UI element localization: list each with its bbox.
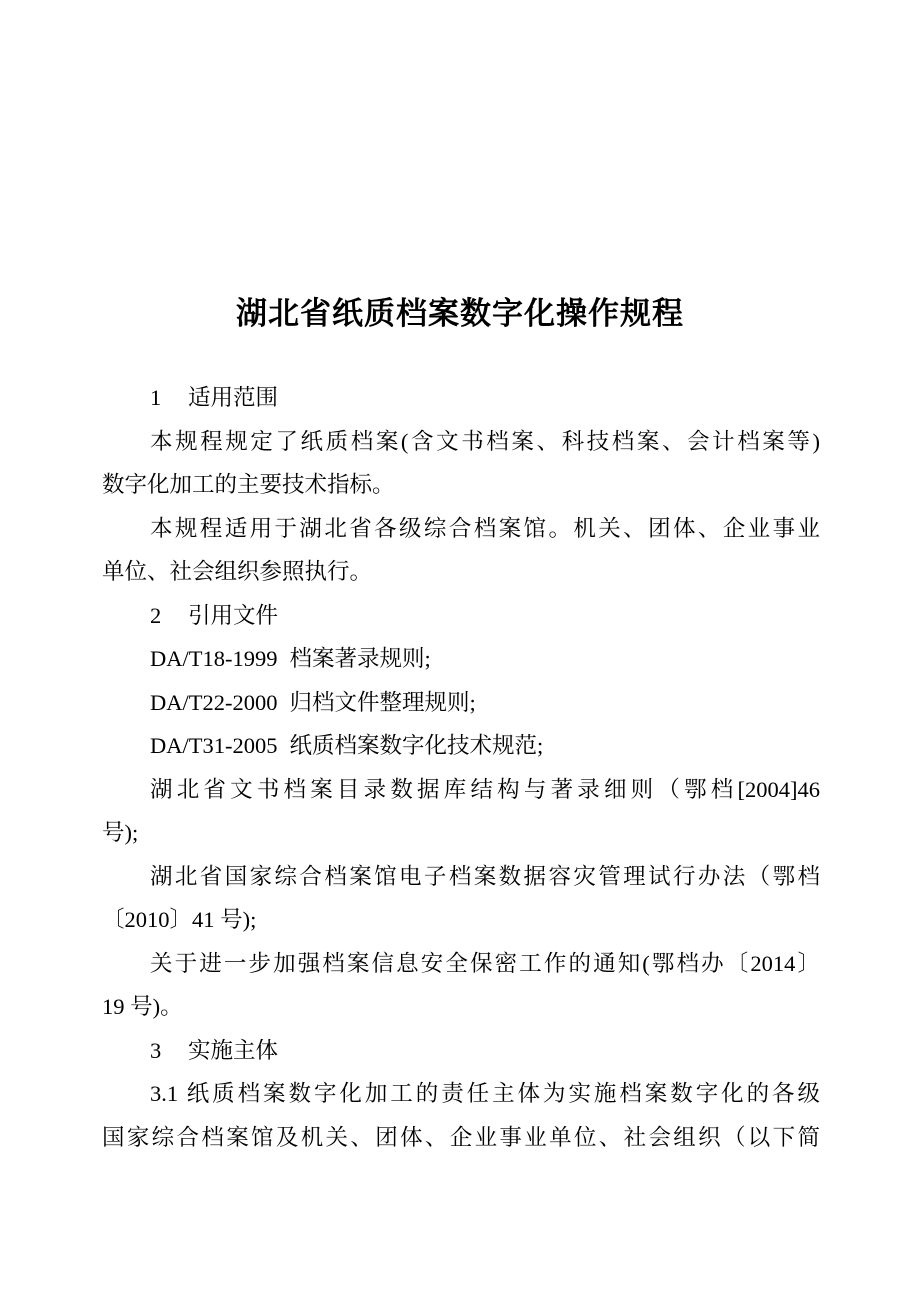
section-heading xyxy=(102,1029,820,1073)
section-number: 1 xyxy=(150,385,162,410)
paragraph-line: 湖北省文书档案目录数据库结构与著录细则（鄂档[2004]46 xyxy=(150,776,820,802)
paragraph-line: 关于进一步加强档案信息安全保密工作的通知(鄂档办〔2014〕 xyxy=(150,950,820,976)
section-heading xyxy=(102,594,820,638)
paragraph-line: 号); xyxy=(102,820,139,845)
section-title: 实施主体 xyxy=(188,1037,279,1064)
document-body xyxy=(102,376,820,1159)
reference-line xyxy=(102,637,820,681)
paragraph-line: 〔2010〕41 号); xyxy=(102,907,257,932)
reference-code: DA/T22-2000 xyxy=(150,689,278,715)
paragraph-line: 本规程适用于湖北省各级综合档案馆。机关、团体、企业事业 xyxy=(150,515,820,541)
reference-code: DA/T18-1999 xyxy=(150,646,278,671)
section-title: 适用范围 xyxy=(188,385,279,411)
section-title: 引用文件 xyxy=(188,602,279,629)
document-title: 湖北省纸质档案数字化操作规程 xyxy=(236,296,684,332)
paragraph-line: 数字化加工的主要技术指标。 xyxy=(102,472,395,497)
section-heading xyxy=(102,376,820,420)
reference-title: 归档文件整理规则; xyxy=(289,689,476,715)
reference-code: DA/T31-2005 xyxy=(150,733,278,758)
paragraph-line: 3.1 纸质档案数字化加工的责任主体为实施档案数字化的各级 xyxy=(150,1081,820,1106)
reference-title: 纸质档案数字化技术规范; xyxy=(289,733,544,758)
section-number: 2 xyxy=(150,602,162,628)
section-number: 3 xyxy=(150,1037,162,1063)
paragraph-line: 单位、社会组织参照执行。 xyxy=(102,559,373,584)
reference-line xyxy=(102,724,820,768)
paragraph-line: 19 号)。 xyxy=(102,994,183,1019)
reference-title: 档案著录规则; xyxy=(289,646,431,671)
paragraph-line: 国家综合档案馆及机关、团体、企业事业单位、社会组织（以下简 xyxy=(102,1124,820,1150)
reference-line xyxy=(102,681,820,725)
paragraph-line: 本规程规定了纸质档案(含文书档案、科技档案、会计档案等) xyxy=(150,428,820,454)
paragraph-line: 湖北省国家综合档案馆电子档案数据容灾管理试行办法（鄂档 xyxy=(150,863,820,889)
